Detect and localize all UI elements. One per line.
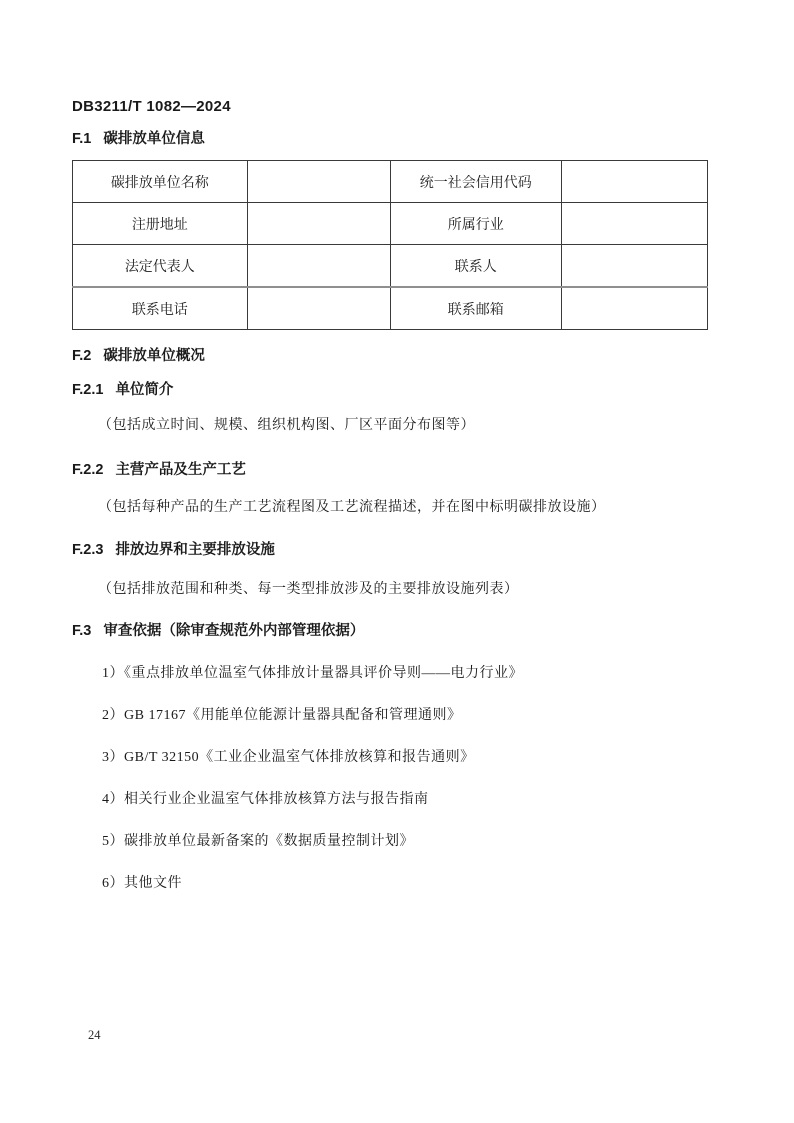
reference-item: 6）其他文件 — [102, 876, 182, 891]
table-label-cell: 法定代表人 — [73, 245, 248, 288]
reference-item: 1）《重点排放单位温室气体排放计量器具评价导则——电力行业》 — [102, 666, 523, 681]
heading-f3-number: F.3 — [72, 623, 92, 639]
reference-item: 5）碳排放单位最新备案的《数据质量控制计划》 — [102, 834, 414, 849]
heading-f1-title: 碳排放单位信息 — [103, 131, 205, 147]
table-value-cell — [247, 161, 390, 203]
table-row — [73, 203, 708, 245]
heading-f22 — [72, 462, 708, 479]
heading-f23-number: F.2.3 — [72, 542, 104, 558]
heading-f3 — [72, 623, 708, 640]
heading-f2 — [72, 348, 708, 365]
reference-item: 3）GB/T 32150《工业企业温室气体排放核算和报告通则》 — [102, 750, 475, 765]
reference-item: 2）GB 17167《用能单位能源计量器具配备和管理通则》 — [102, 708, 462, 723]
table-label-cell: 统一社会信用代码 — [390, 161, 561, 203]
unit-info-table — [72, 160, 708, 330]
heading-f1-number: F.1 — [72, 131, 92, 147]
note-f21: （包括成立时间、规模、组织机构图、厂区平面分布图等） — [98, 418, 475, 433]
table-value-cell — [247, 287, 390, 330]
table-label-cell: 联系人 — [390, 245, 561, 288]
table-value-cell — [561, 161, 707, 203]
heading-f21-title: 单位简介 — [115, 382, 174, 398]
reference-item: 4）相关行业企业温室气体排放核算方法与报告指南 — [102, 792, 429, 807]
heading-f23 — [72, 542, 708, 559]
heading-f22-number: F.2.2 — [72, 462, 104, 478]
table-label-cell: 联系邮箱 — [390, 287, 561, 330]
heading-f1 — [72, 131, 708, 148]
heading-f2-number: F.2 — [72, 348, 92, 364]
doc-number: DB3211/T 1082—2024 — [72, 98, 231, 115]
table-value-cell — [561, 203, 707, 245]
table-label-cell: 联系电话 — [73, 287, 248, 330]
heading-f21-number: F.2.1 — [72, 382, 104, 398]
note-f22: （包括每种产品的生产工艺流程图及工艺流程描述，并在图中标明碳排放设施） — [98, 500, 606, 515]
page-number: 24 — [88, 1028, 101, 1042]
heading-f21 — [72, 382, 708, 399]
table-label-cell: 碳排放单位名称 — [73, 161, 248, 203]
table-row — [73, 245, 708, 288]
table-row — [73, 287, 708, 330]
table-label-cell: 注册地址 — [73, 203, 248, 245]
heading-f2-title: 碳排放单位概况 — [103, 348, 205, 364]
table-row — [73, 161, 708, 203]
page-content — [72, 98, 708, 892]
table-value-cell — [247, 203, 390, 245]
heading-f23-title: 排放边界和主要排放设施 — [115, 542, 275, 558]
heading-f3-title: 审查依据（除审查规范外内部管理依据） — [103, 623, 365, 639]
table-value-cell — [561, 287, 707, 330]
table-label-cell: 所属行业 — [390, 203, 561, 245]
heading-f22-title: 主营产品及生产工艺 — [115, 462, 246, 478]
table-value-cell — [247, 245, 390, 288]
note-f23: （包括排放范围和种类、每一类型排放涉及的主要排放设施列表） — [98, 582, 519, 597]
table-value-cell — [561, 245, 707, 288]
